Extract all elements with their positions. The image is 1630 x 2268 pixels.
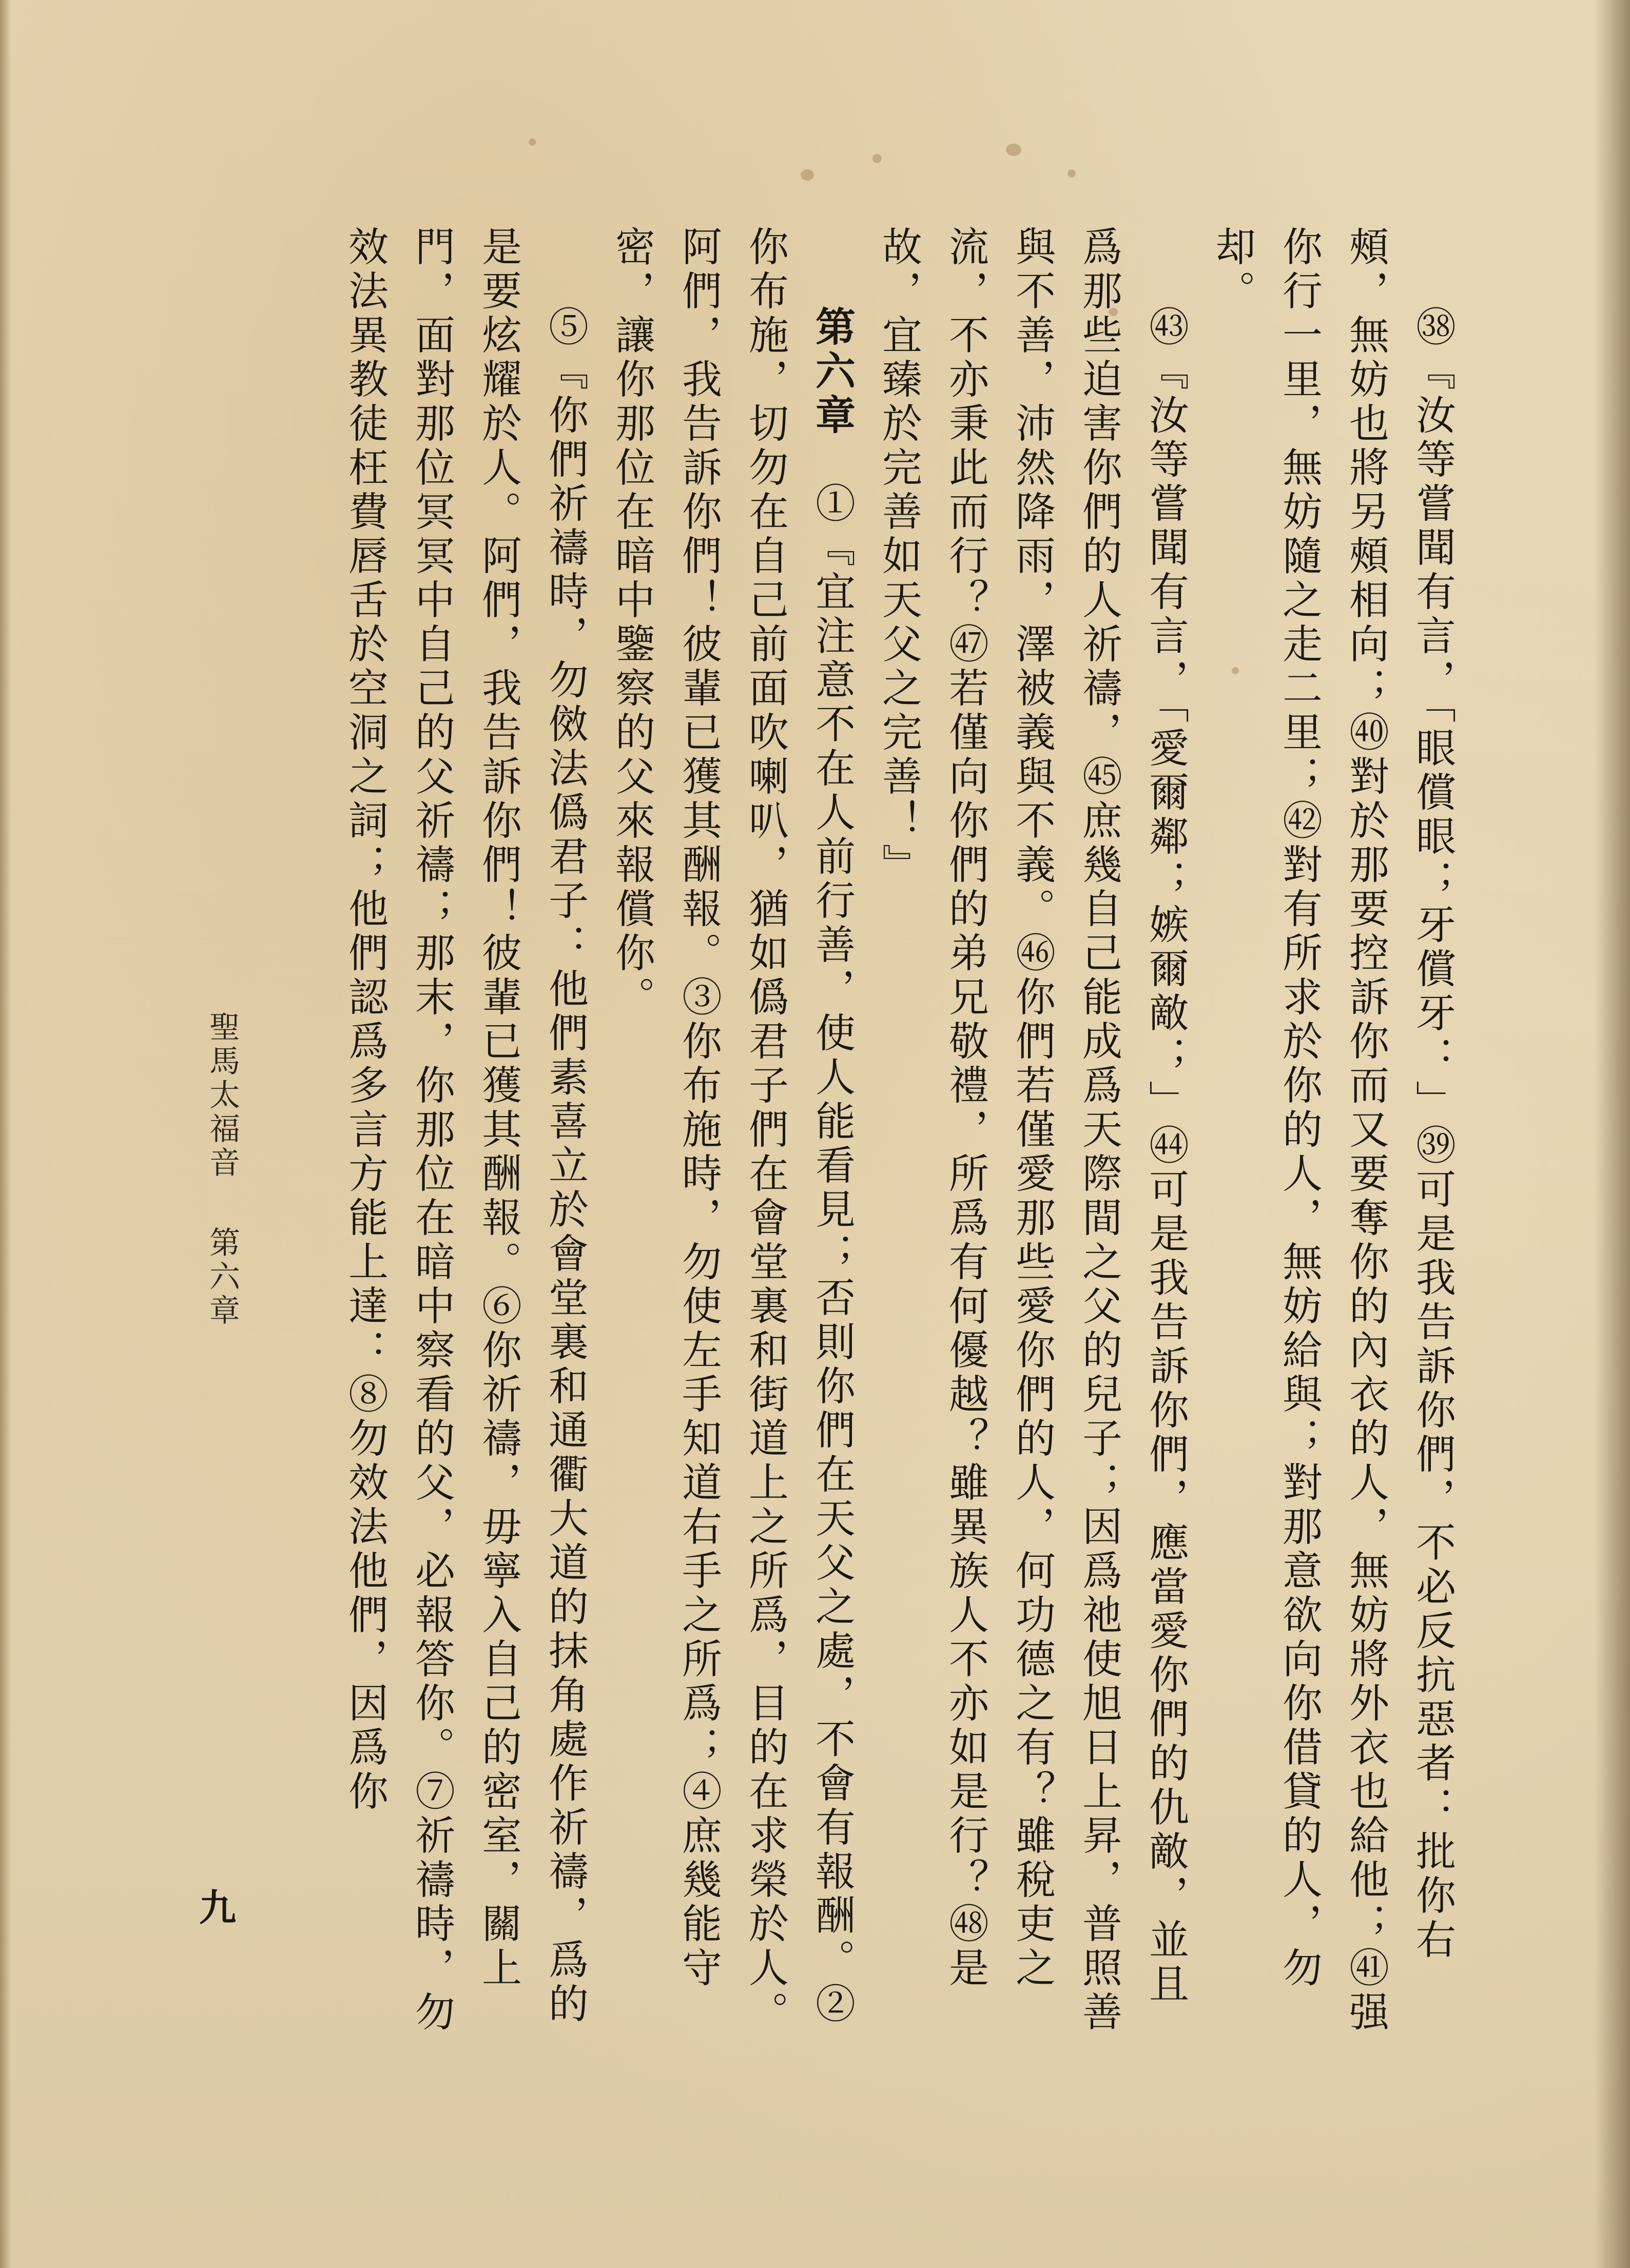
paragraph-text: ㊳『汝等嘗聞有言，「眼償眼；牙償牙：」㊴可是我告訴你們，不必反抗惡者：批你右頰，無妨也將另頰相向；㊵對於那要控訴你而又要奪你的內衣的人，無妨將外衣也給他；㊶强你行一里，無妨隨之走二里；㊷對有所求於你的人，無妨給與；對那意欲向你借貸的人，勿却。	[1209, 226, 1456, 2035]
paper-stain	[529, 139, 536, 146]
running-head-book-title: 聖馬太福音	[204, 1011, 240, 1180]
paragraph-text: ㊸『汝等嘗聞有言，「愛爾鄰；嫉爾敵；」㊹可是我告訴你們，應當愛你們的仇敵，並且爲那些迫害你們的人祈禱，㊺庶幾自己能成爲天際間之父的兒子；因爲祂使旭日上昇，普照善與不善，沛然降雨，澤被義與不義。㊻你們若僅愛那些愛你們的人，何功德之有？雖稅吏之流，不亦秉此而行？㊼若僅向你們的弟兄敬禮，所爲有何優越？雖異族人不亦如是行？㊽是故，宜臻於完善如天父之完善！』	[876, 226, 1189, 2035]
paper-stain	[1068, 169, 1076, 178]
page-spine-shadow	[1594, 0, 1630, 2268]
paragraph-verses-43-48	[865, 226, 1199, 2042]
paper-stain	[872, 154, 882, 163]
paper-stain	[801, 169, 814, 181]
paragraph-verses-5-8	[332, 226, 598, 2042]
paragraph-chapter-6-verses-1-4	[598, 226, 865, 2042]
running-head-chapter: 第六章	[204, 1226, 240, 1328]
paragraph-text: ⑤『你們祈禱時，勿傚法僞君子：他們素喜立於會堂裏和通衢大道的抹角處作祈禱，爲的是要炫耀於人。阿們，我告訴你們！彼輩已獲其酬報。⑥你祈禱，毋寧入自己的密室，關上門，面對那位冥冥中自己的父祈禱；那末，你那位在暗中察看的父，必報答你。⑦祈禱時，勿效法異教徒枉費唇舌於空洞之詞；他們認爲多言方能上達：⑧勿效法他們，因爲你	[342, 226, 588, 2035]
page-number: 九	[199, 1886, 237, 1929]
paper-stain	[1006, 144, 1021, 156]
chapter-heading: 第六章	[809, 306, 856, 438]
page-left-edge	[0, 0, 11, 2268]
running-head	[200, 1011, 244, 1328]
paragraph-verses-38-42	[1199, 226, 1466, 2042]
paragraph-text: ①『宜注意不在人前行善，使人能看見；否則你們在天父之處，不會有報酬。②你布施，切勿在自己前面吹喇叭，猶如僞君子們在會堂裏和街道上之所爲，目的在求榮於人。阿們，我告訴你們！彼輩已獲其酬報。③你布施時，勿使左手知道右手之所爲；④庶幾能守密，讓你那位在暗中鑒察的父來報償你。	[609, 226, 855, 2035]
vertical-body-text	[234, 226, 1466, 2042]
